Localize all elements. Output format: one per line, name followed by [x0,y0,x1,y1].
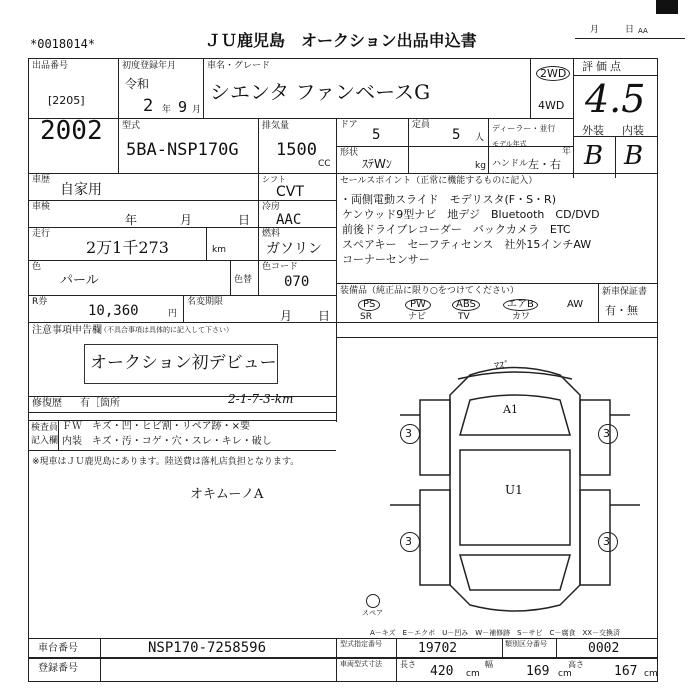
check-row-2: 内装 キズ・汚・コゲ・穴・スレ・キレ・破し [62,436,272,447]
height-unit: cm [644,669,658,679]
manual-value: 有・無 [605,304,638,317]
selling-point-3: 前後ドライブレコーダー バックカメラ ETC [342,223,571,236]
ac-label: 冷房 [262,202,281,212]
model-year-label: モデル年式 [492,140,527,148]
selling-point-2: ケンウッド9型ナビ 地デジ Bluetooth CD/DVD [342,208,600,221]
grade-label: 評価点 [582,60,624,73]
length-unit: cm [466,669,480,679]
inspection-month-unit: 月 [180,213,193,227]
width-unit: cm [558,669,572,679]
drive-2wd: 2WD [536,66,570,81]
grade-score: 4.5 [585,77,646,121]
color-swap-label: 色替 [234,275,253,285]
model-value: 5BA-NSP170G [126,140,239,160]
width-value: 169 [526,664,550,679]
spare-label: スペア [362,609,383,617]
mileage-value: 2万1千273 [86,238,169,257]
notes-sub: （不具合事項は具体的に記入して下さい） [100,326,233,334]
registration-label: 登録番号 [38,663,78,674]
inspection-label: 車検 [32,202,51,212]
handle-label: ハンドル [492,159,529,169]
displacement-value: 1500 [276,140,317,160]
handle-value: 左・右 [528,158,561,171]
category-label: 類別区分番号 [505,640,547,648]
roof-mark: U1 [505,483,523,497]
width-label: 幅 [485,660,493,669]
length-value: 420 [430,664,454,679]
day-suffix: AA [638,27,648,35]
first-reg-year: 2 [143,96,154,116]
footnote: ※現車はＪＵ鹿児島にあります。陸送費は落札店負担となります。 [32,457,300,467]
interior-grade: B [624,141,644,171]
height-label: 高さ [568,660,584,669]
selling-point-5: コーナーセンサー [342,253,430,266]
first-reg-month: 9 [178,98,188,116]
color-label: 色 [32,262,42,272]
equip-airbag: エアB [503,299,538,311]
check-label-1: 検査員 [31,423,59,433]
tire-mark-front-right-value: 3 [603,427,610,440]
equip-sr: SR [360,312,372,322]
check-row-1: ＦＷ キズ・凹・ヒビ割・リペア跡・×要 [62,421,250,432]
body-label: 形状 [340,148,359,158]
first-reg-year-unit: 年 [162,105,172,115]
car-name-label: 車名・グレード [207,61,271,71]
capacity-value: 5 [452,127,461,143]
category-value: 0002 [588,641,620,656]
check-label-2: 記入欄 [31,436,59,446]
first-reg-label: 初度登録年月 [122,61,177,71]
capacity-label: 定員 [412,120,431,130]
fuel-label: 燃料 [262,229,281,239]
model-year-unit: 年 [562,147,572,157]
fuel-value: ガソリン [266,241,322,257]
plate-change-day: 日 [318,309,331,323]
notes-label: 注意事項申告欄 [32,325,102,336]
equip-tv: TV [458,312,470,322]
tire-mark-rear-left-value: 3 [405,535,412,548]
usage-label: 車歴 [32,175,51,185]
selling-points-label: セールスポイント（正常に機能するものに記入） [340,176,538,186]
model-label: 型式 [122,121,141,131]
length-label: 長さ [400,660,416,669]
damage-legend: A－キズ E－エクボ U－凹み W－補修跡 S－サビ C－腐食 XX－交換済 [370,629,621,637]
capacity-unit: 人 [475,133,485,143]
equip-abs: ABS [452,299,480,311]
recycle-value: 10,360 [88,303,139,319]
body-value: ｽﾃWﾝ [362,157,392,171]
equipment-label: 装備品（純正品に限り○をつけてください） [340,286,519,296]
lot-sub: [2205] [48,94,85,107]
repair-label: 修復歴 [32,398,62,409]
usage-value: 自家用 [60,182,102,198]
day-label: 日 [625,25,635,35]
transmission-value: CVT [276,184,304,200]
check-note: オキムーノA [190,487,264,502]
displacement-unit: CC [318,159,331,169]
car-name: シエンタ ファンベースG [210,80,431,104]
equip-aw: AW [567,299,584,310]
repair-handwriting: 2-1-7-3-km [228,392,294,406]
dims-label: 車両型式寸法 [340,660,382,668]
inspection-year-unit: 年 [125,213,138,227]
recycle-label: R券 [32,297,48,307]
exterior-grade: B [584,141,604,171]
form-title: ＪＵ鹿児島 オークション出品申込書 [205,31,477,50]
ac-value: AAC [276,212,302,228]
selling-point-1: ・両側電動スライド モデリスタ(F・S・R) [340,193,556,206]
corner-mark [656,0,678,14]
windshield-mark: A1 [503,403,518,416]
month-label: 月 [590,25,600,35]
interior-label: 内装 [622,124,644,137]
chassis-label: 車台番号 [38,643,78,654]
notes-text: オークション初デビュー [90,353,277,373]
type-designation-label: 型式指定番号 [340,640,382,648]
type-designation-value: 19702 [418,641,458,656]
lot-number: 2002 [40,116,103,146]
chassis-value: NSP170-7258596 [148,640,267,656]
color-code: 070 [284,274,310,290]
equip-navi: ナビ [408,312,427,322]
mileage-label: 走行 [32,229,51,239]
height-value: 167 [614,664,638,679]
plate-change-month: 月 [280,309,293,323]
mileage-unit: km [212,245,226,255]
inspection-day-unit: 日 [238,213,251,227]
equip-pw: PW [405,299,431,311]
dealer-label: ディーラー・並行 [492,124,556,133]
transmission-label: シフト [262,175,286,184]
diagram-front-label: ﾏｽﾞ [494,361,509,372]
drive-4wd: 4WD [538,99,565,112]
selling-point-4: スペアキー セーフティセンス 社外15インチAW [342,238,592,251]
equip-leather: カワ [512,312,531,322]
serial-number: *0018014* [30,37,96,51]
first-reg-era: 令和 [125,77,150,91]
recycle-unit: 円 [168,309,178,319]
repair-value: 有［箇所 [80,398,120,409]
color-code-label: 色コード [262,262,299,272]
equip-ps: PS [358,299,380,311]
color-value: パール [60,273,99,288]
tire-mark-rear-right-value: 3 [603,535,610,548]
lot-label: 出品番号 [32,61,69,71]
manual-label: 新車保証書 [602,287,648,297]
exterior-label: 外装 [582,124,604,137]
plate-change-label: 名変期限 [187,297,224,307]
weight-unit: kg [475,161,486,171]
tire-mark-front-left-value: 3 [405,427,412,440]
doors-value: 5 [372,127,381,143]
first-reg-month-unit: 月 [192,105,202,115]
doors-label: ドア [340,120,358,130]
displacement-label: 排気量 [262,121,290,131]
spare-tire-circle [366,594,380,608]
